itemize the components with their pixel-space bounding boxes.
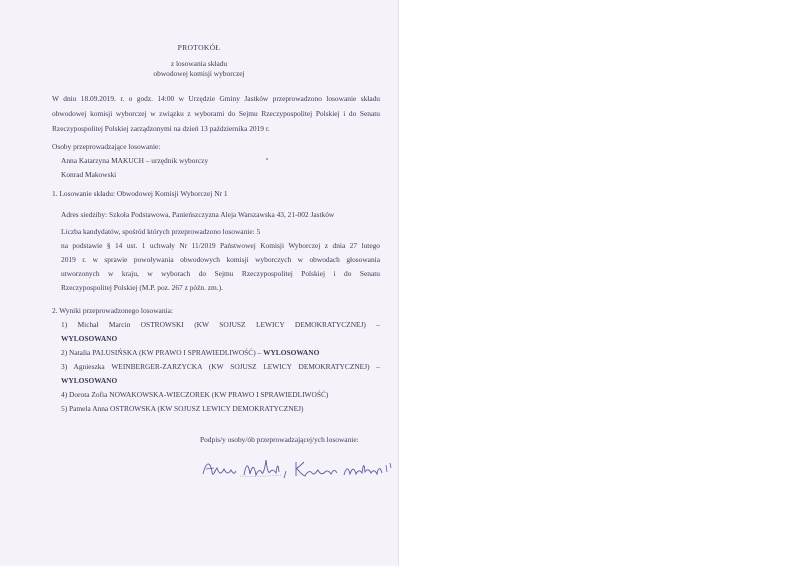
intro-line-2: obwodowej komisji wyborczej w związku z wyborami do Sejmu Rzeczypospolitej Polskiej i do Senatu: [52, 109, 380, 118]
document-page: [0, 0, 399, 566]
basis-line-4: Rzeczypospolitej Polskiej (M.P. poz. 267 z późn. zm.).: [61, 283, 223, 292]
stray-mark: [266, 158, 268, 160]
handwritten-signature: [200, 448, 400, 482]
document-subtitle-2: obwodowej komisji wyborczej: [153, 69, 245, 78]
conductor-1: Anna Katarzyna MAKUCH – urzędnik wyborczy: [61, 156, 209, 165]
result-2-text: 2) Natalia PALUSIŃSKA (KW PRAWO I SPRAWIEDLIWOŚĆ) –: [61, 348, 264, 357]
result-2: [61, 349, 319, 356]
basis-line-2: 2019 r. w sprawie powoływania obwodowych komisji wyborczych w obwodach głosowania: [61, 255, 380, 264]
document-title: PROTOKÓŁ: [177, 43, 221, 52]
result-1-status: WYLOSOWANO: [61, 334, 118, 343]
result-5: 5) Pamela Anna OSTROWSKA (KW SOJUSZ LEWICY DEMOKRATYCZNEJ): [61, 404, 304, 413]
section1-heading: 1. Losowanie składu: Obwodowej Komisji Wyborczej Nr 1: [52, 189, 228, 198]
intro-line-1: W dniu 18.09.2019. r. o godz. 14:00 w Urzędzie Gminy Jastków przeprowadzono losowanie składu: [52, 94, 380, 103]
result-3-status: WYLOSOWANO: [61, 376, 118, 385]
intro-line-3: Rzeczypospolitej Polskiej zarządzonymi na dzień 13 października 2019 r.: [52, 124, 270, 133]
section2-heading: 2. Wyniki przeprowadzonego losowania:: [52, 306, 173, 315]
result-1: 1) Michał Marcin OSTROWSKI (KW SOJUSZ LEWICY DEMOKRATYCZNEJ) –: [61, 320, 380, 329]
committee-address: Adres siedziby: Szkoła Podstawowa, Panieńszczyzna Aleja Warszawska 43, 21-002 Jastków: [61, 210, 335, 219]
result-4: 4) Dorota Zofia NOWAKOWSKA-WIECZOREK (KW PRAWO I SPRAWIEDLIWOŚĆ): [61, 390, 329, 399]
result-3: 3) Agnieszka WEINBERGER-ZARZYCKA (KW SOJUSZ LEWICY DEMOKRATYCZNEJ) –: [61, 362, 380, 371]
basis-line-3: utworzonych w kraju, w wyborach do Sejmu Rzeczypospolitej Polskiej i do Senatu: [61, 269, 380, 278]
basis-line-1: na podstawie § 14 ust. 1 uchwały Nr 11/2019 Państwowej Komisji Wyborczej z dnia 27 lutego: [61, 241, 380, 250]
document-subtitle-1: z losowania składu: [170, 59, 228, 68]
conductors-heading: Osoby przeprowadzające losowanie:: [52, 142, 161, 151]
conductor-2: Konrad Makowski: [61, 170, 117, 179]
result-2-status: WYLOSOWANO: [263, 348, 320, 357]
signature-label: Podpis/y osoby/ób przeprowadzającej/ych losowanie:: [200, 435, 359, 444]
candidates-count: Liczba kandydatów, spośród których przeprowadzono losowanie: 5: [61, 227, 261, 236]
